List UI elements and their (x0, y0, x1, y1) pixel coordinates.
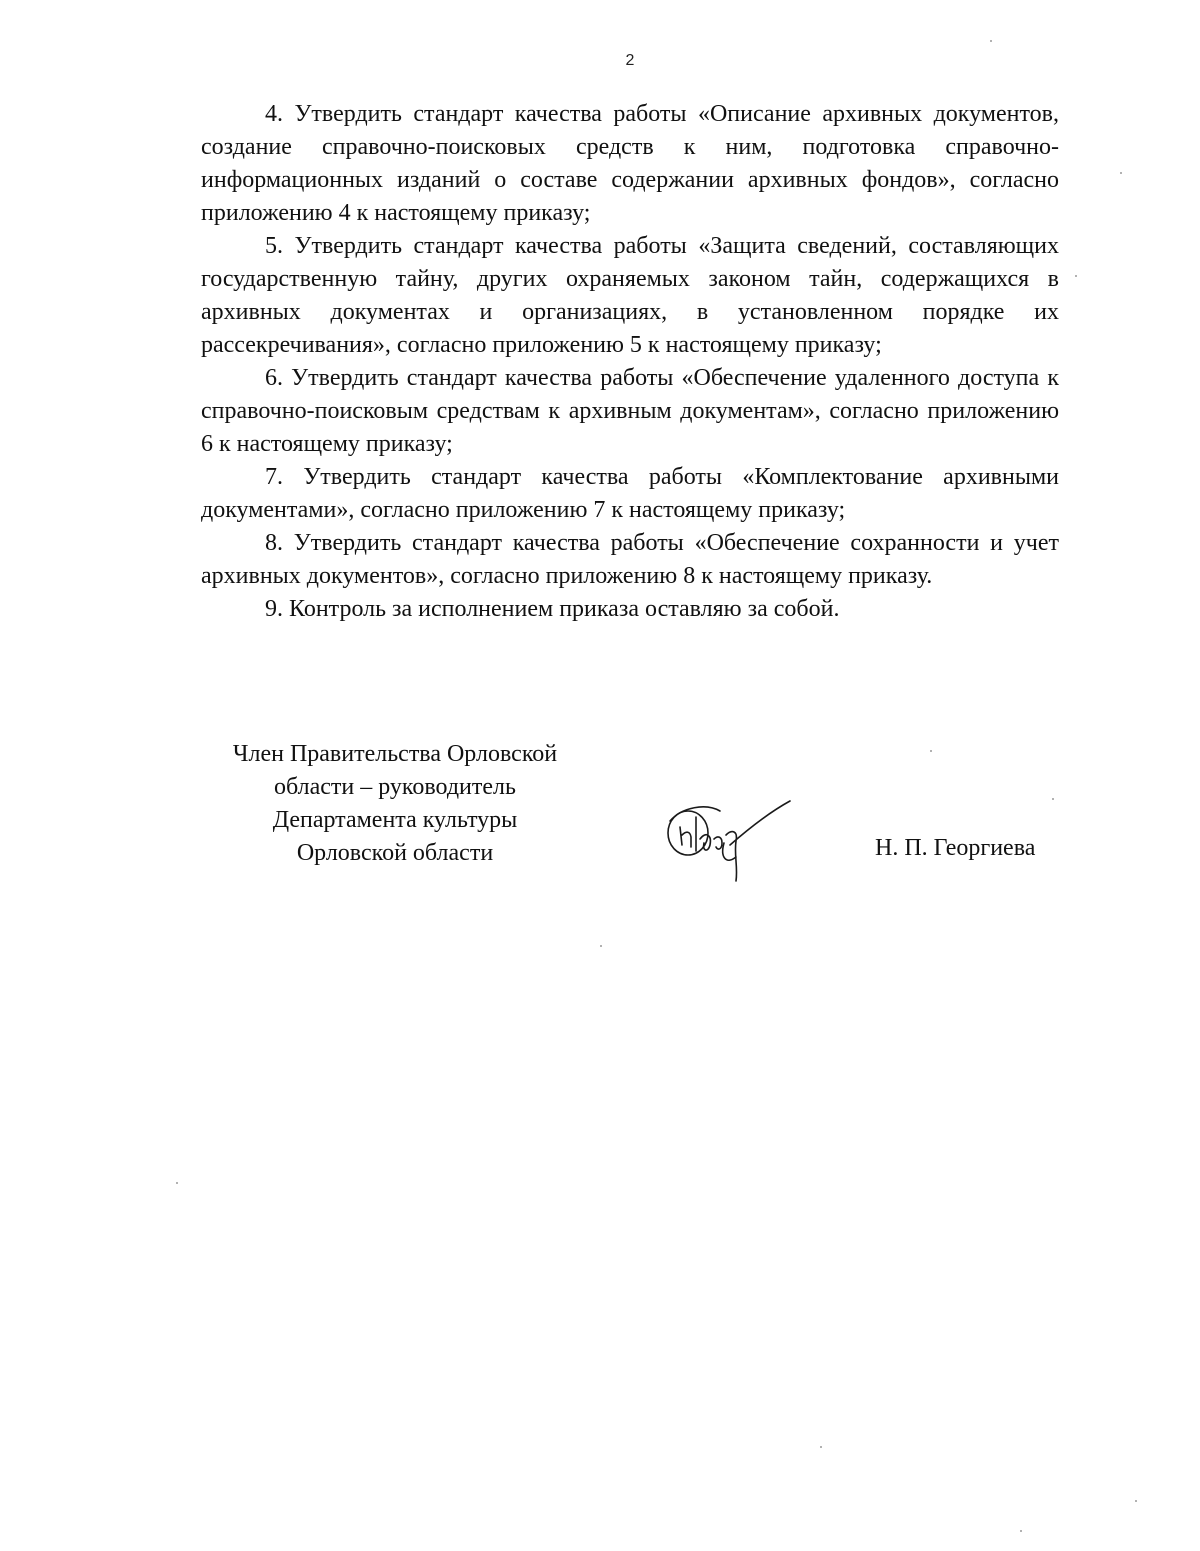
document-body (201, 98, 1059, 626)
scan-speck (1052, 798, 1054, 800)
scan-speck (820, 1446, 822, 1448)
signatory-position-line: Орловской области (296, 840, 494, 866)
paragraph-item-6: 6. Утвердить стандарт качества работы «Обеспечение удаленного доступа к справочно-поисковым средствам к архивным документам», согласно приложению 6 к настоящему приказу; (201, 365, 1059, 457)
handwritten-signature (660, 795, 795, 885)
paragraph-item-7: 7. Утвердить стандарт качества работы «Комплектование архивными документами», согласно приложению 7 к настоящему приказу; (201, 464, 1059, 523)
page-number: 2 (625, 52, 635, 69)
scan-speck (176, 1182, 178, 1184)
signatory-position-line: Член Правительства Орловской (232, 741, 558, 767)
signatory-position (195, 738, 595, 870)
paragraph-item-8: 8. Утвердить стандарт качества работы «Обеспечение сохранности и учет архивных документов», согласно приложению 8 к настоящему приказу. (201, 530, 1059, 589)
scan-speck (1020, 1530, 1022, 1532)
scan-speck (1120, 172, 1122, 174)
paragraph-item-4: 4. Утвердить стандарт качества работы «Описание архивных документов, создание справочно-поисковых средств к ним, подготовка справочно-информационных изданий о составе содержании архивных фондов», согласно приложению 4 к настоящему приказу; (201, 101, 1059, 226)
scan-speck (1135, 1500, 1137, 1502)
signatory-position-line: области – руководитель (274, 774, 516, 800)
scan-speck (990, 40, 992, 42)
paragraph-item-9: 9. Контроль за исполнением приказа оставляю за собой. (265, 596, 840, 622)
scan-speck (1075, 275, 1077, 277)
signatory-name: Н. П. Георгиева (875, 835, 1036, 861)
scan-speck (930, 750, 932, 752)
signatory-position-line: Департамента культуры (272, 807, 518, 833)
paragraph-item-5: 5. Утвердить стандарт качества работы «Защита сведений, составляющих государственную тайну, других охраняемых законом тайн, содержащихся в архивных документах и организациях, в установленном порядке их рассекречивания», согласно приложению 5 к настоящему приказу; (201, 233, 1059, 358)
scan-speck (600, 945, 602, 947)
